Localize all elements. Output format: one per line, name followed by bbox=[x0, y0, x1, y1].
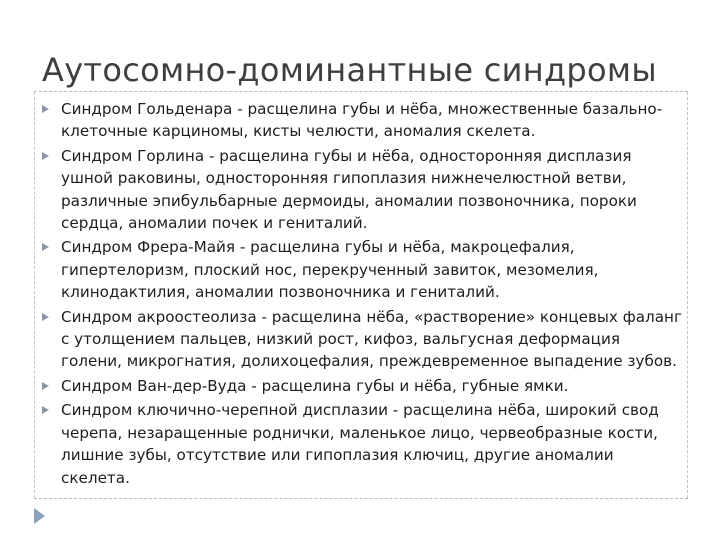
bullet-triangle-icon bbox=[42, 152, 49, 160]
bullet-triangle-icon bbox=[42, 382, 49, 390]
title-divider bbox=[34, 91, 688, 92]
bullet-text: Синдром Фрера-Майя - расщелина губы и нёба, макроцефалия, гипертелоризм, плоский нос, перекрученный завиток, мезомелия, клинодактилия, аномалии позвоночника и гениталий. bbox=[61, 238, 599, 302]
bullet-list bbox=[42, 98, 682, 491]
bullet-text: Синдром Гольденара - расщелина губы и нёба, множественные базально-клеточные карциномы, кисты челюсти, аномалия скелета. bbox=[61, 100, 663, 141]
slide-corner-triangle-icon bbox=[34, 508, 45, 524]
list-item bbox=[42, 145, 682, 235]
list-item bbox=[42, 98, 682, 143]
list-item bbox=[42, 306, 682, 373]
bullet-triangle-icon bbox=[42, 313, 49, 321]
content-border-right bbox=[687, 92, 688, 498]
bullet-text: Синдром Горлина - расщелина губы и нёба, односторонняя дисплазия ушной раковины, односторонняя гипоплазия нижнечелюстной ветви, различные эпибульбарные дермоиды, аномалии позвоночника, пороки сердца, аномалии почек и гениталий. bbox=[61, 146, 637, 233]
bullet-triangle-icon bbox=[42, 243, 49, 251]
content-border-left bbox=[34, 92, 35, 498]
bullet-text: Синдром акроостеолиза - расщелина нёба, «растворение» концевых фаланг с утолщением пальцев, низкий рост, кифоз, вальгусная деформация голени, микрогнатия, долихоцефалия, преждевременное выпадение зубов. bbox=[61, 307, 682, 371]
bullet-triangle-icon bbox=[42, 406, 49, 414]
bullet-text: Синдром Ван-дер-Вуда - расщелина губы и нёба, губные ямки. bbox=[61, 376, 569, 395]
list-item bbox=[42, 375, 682, 397]
slide-title: Аутосомно-доминантные синдромы bbox=[42, 51, 657, 89]
list-item bbox=[42, 399, 682, 489]
content-border-bottom bbox=[34, 498, 688, 499]
bullet-triangle-icon bbox=[42, 105, 49, 113]
list-item bbox=[42, 236, 682, 303]
bullet-text: Синдром ключично-черепной дисплазии - расщелина нёба, широкий свод черепа, незаращенные роднички, маленькое лицо, червеобразные кости, лишние зубы, отсутствие или гипоплазия ключиц, другие аномалии скелета. bbox=[61, 401, 659, 487]
